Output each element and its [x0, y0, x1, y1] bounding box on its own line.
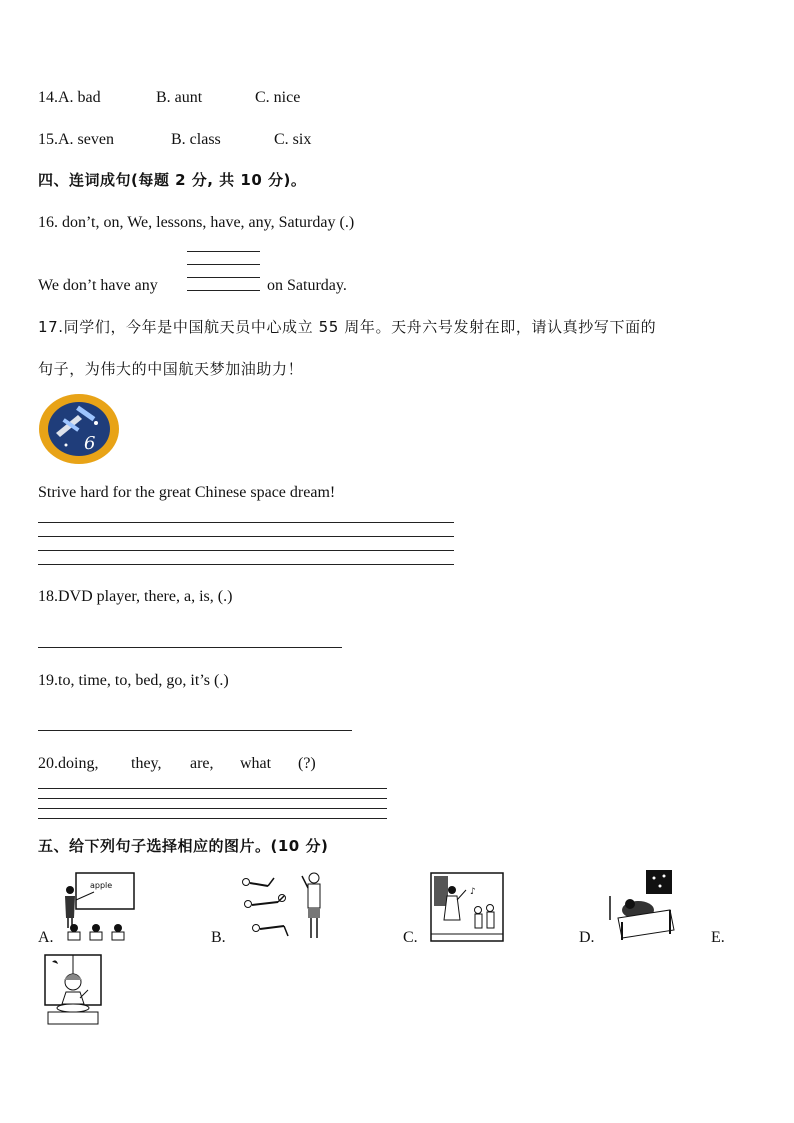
q20-writing-line-3	[38, 808, 387, 809]
q20-writing-line-1	[38, 788, 387, 789]
q17-sentence: Strive hard for the great Chinese space dream!	[38, 484, 336, 501]
picture-b-label: B.	[211, 929, 226, 946]
q18-prompt: 18.DVD player, there, a, is, (.)	[38, 588, 233, 605]
q16-answer-end: on Saturday.	[267, 277, 347, 294]
picture-c-music-lesson	[430, 872, 504, 942]
picture-d-bedtime	[608, 868, 678, 940]
q17-writing-line-3	[38, 550, 454, 551]
q15-row	[38, 130, 114, 150]
q15-option-c: C. six	[274, 131, 312, 148]
picture-a-label: A.	[38, 929, 54, 946]
badge-number: 6	[84, 433, 96, 454]
q16-prompt: 16. don’t, on, We, lessons, have, any, Saturday (.)	[38, 214, 355, 231]
q15-option-a: A. seven	[58, 131, 114, 148]
picture-a-classroom-lesson	[56, 870, 136, 942]
svg-text:♪: ♪	[470, 887, 476, 897]
q20-writing-line-2	[38, 798, 387, 799]
q16-blank-line-1	[187, 251, 260, 252]
q20-prompt	[38, 754, 98, 774]
q16-blank-line-4	[187, 290, 260, 291]
q18-answer-line	[38, 647, 342, 648]
picture-b-children-exercising	[238, 868, 333, 942]
q17-writing-line-1	[38, 522, 454, 523]
section-4-title: 四、连词成句(每题 2 分, 共 10 分)。	[38, 171, 307, 189]
q15-number: 15.	[38, 131, 58, 148]
q15-option-b: B. class	[171, 131, 221, 148]
q14-option-c: C. nice	[255, 89, 301, 106]
q20-word-3: are,	[190, 755, 214, 772]
q17-instruction-line-2: 句子，为伟大的中国航天梦加油助力！	[38, 360, 304, 378]
picture-a-board-word: apple	[90, 881, 113, 890]
section-5-title: 五、给下列句子选择相应的图片。(10 分)	[38, 837, 329, 855]
q19-answer-line	[38, 730, 352, 731]
q16-blank-line-2	[187, 264, 260, 265]
q17-writing-line-4	[38, 564, 454, 565]
q19-prompt: 19.to, time, to, bed, go, it’s (.)	[38, 672, 229, 689]
picture-d-label: D.	[579, 929, 595, 946]
q20-word-2: they,	[131, 755, 162, 772]
picture-e-label: E.	[711, 929, 725, 946]
q17-instruction-line-1: 17.同学们，今年是中国航天员中心成立 55 周年。天舟六号发射在即，请认真抄写下面的	[38, 318, 657, 336]
q20-word-5: (?)	[298, 755, 316, 772]
q20-writing-line-4	[38, 818, 387, 819]
q17-writing-line-2	[38, 536, 454, 537]
q14-option-a: A. bad	[58, 89, 101, 106]
q16-blank-line-3	[187, 277, 260, 278]
q20-word-4: what	[240, 755, 272, 772]
q16-answer-start: We don’t have any	[38, 277, 158, 294]
picture-c-label: C.	[403, 929, 418, 946]
picture-e-girl-having-dinner	[44, 954, 102, 1028]
q14-number: 14.	[38, 89, 58, 106]
q20-word-1: doing,	[58, 755, 99, 772]
q20-number: 20.	[38, 755, 58, 772]
q14-option-b: B. aunt	[156, 89, 203, 106]
q14-row	[38, 88, 101, 108]
tianzhou-mission-badge	[38, 393, 120, 465]
